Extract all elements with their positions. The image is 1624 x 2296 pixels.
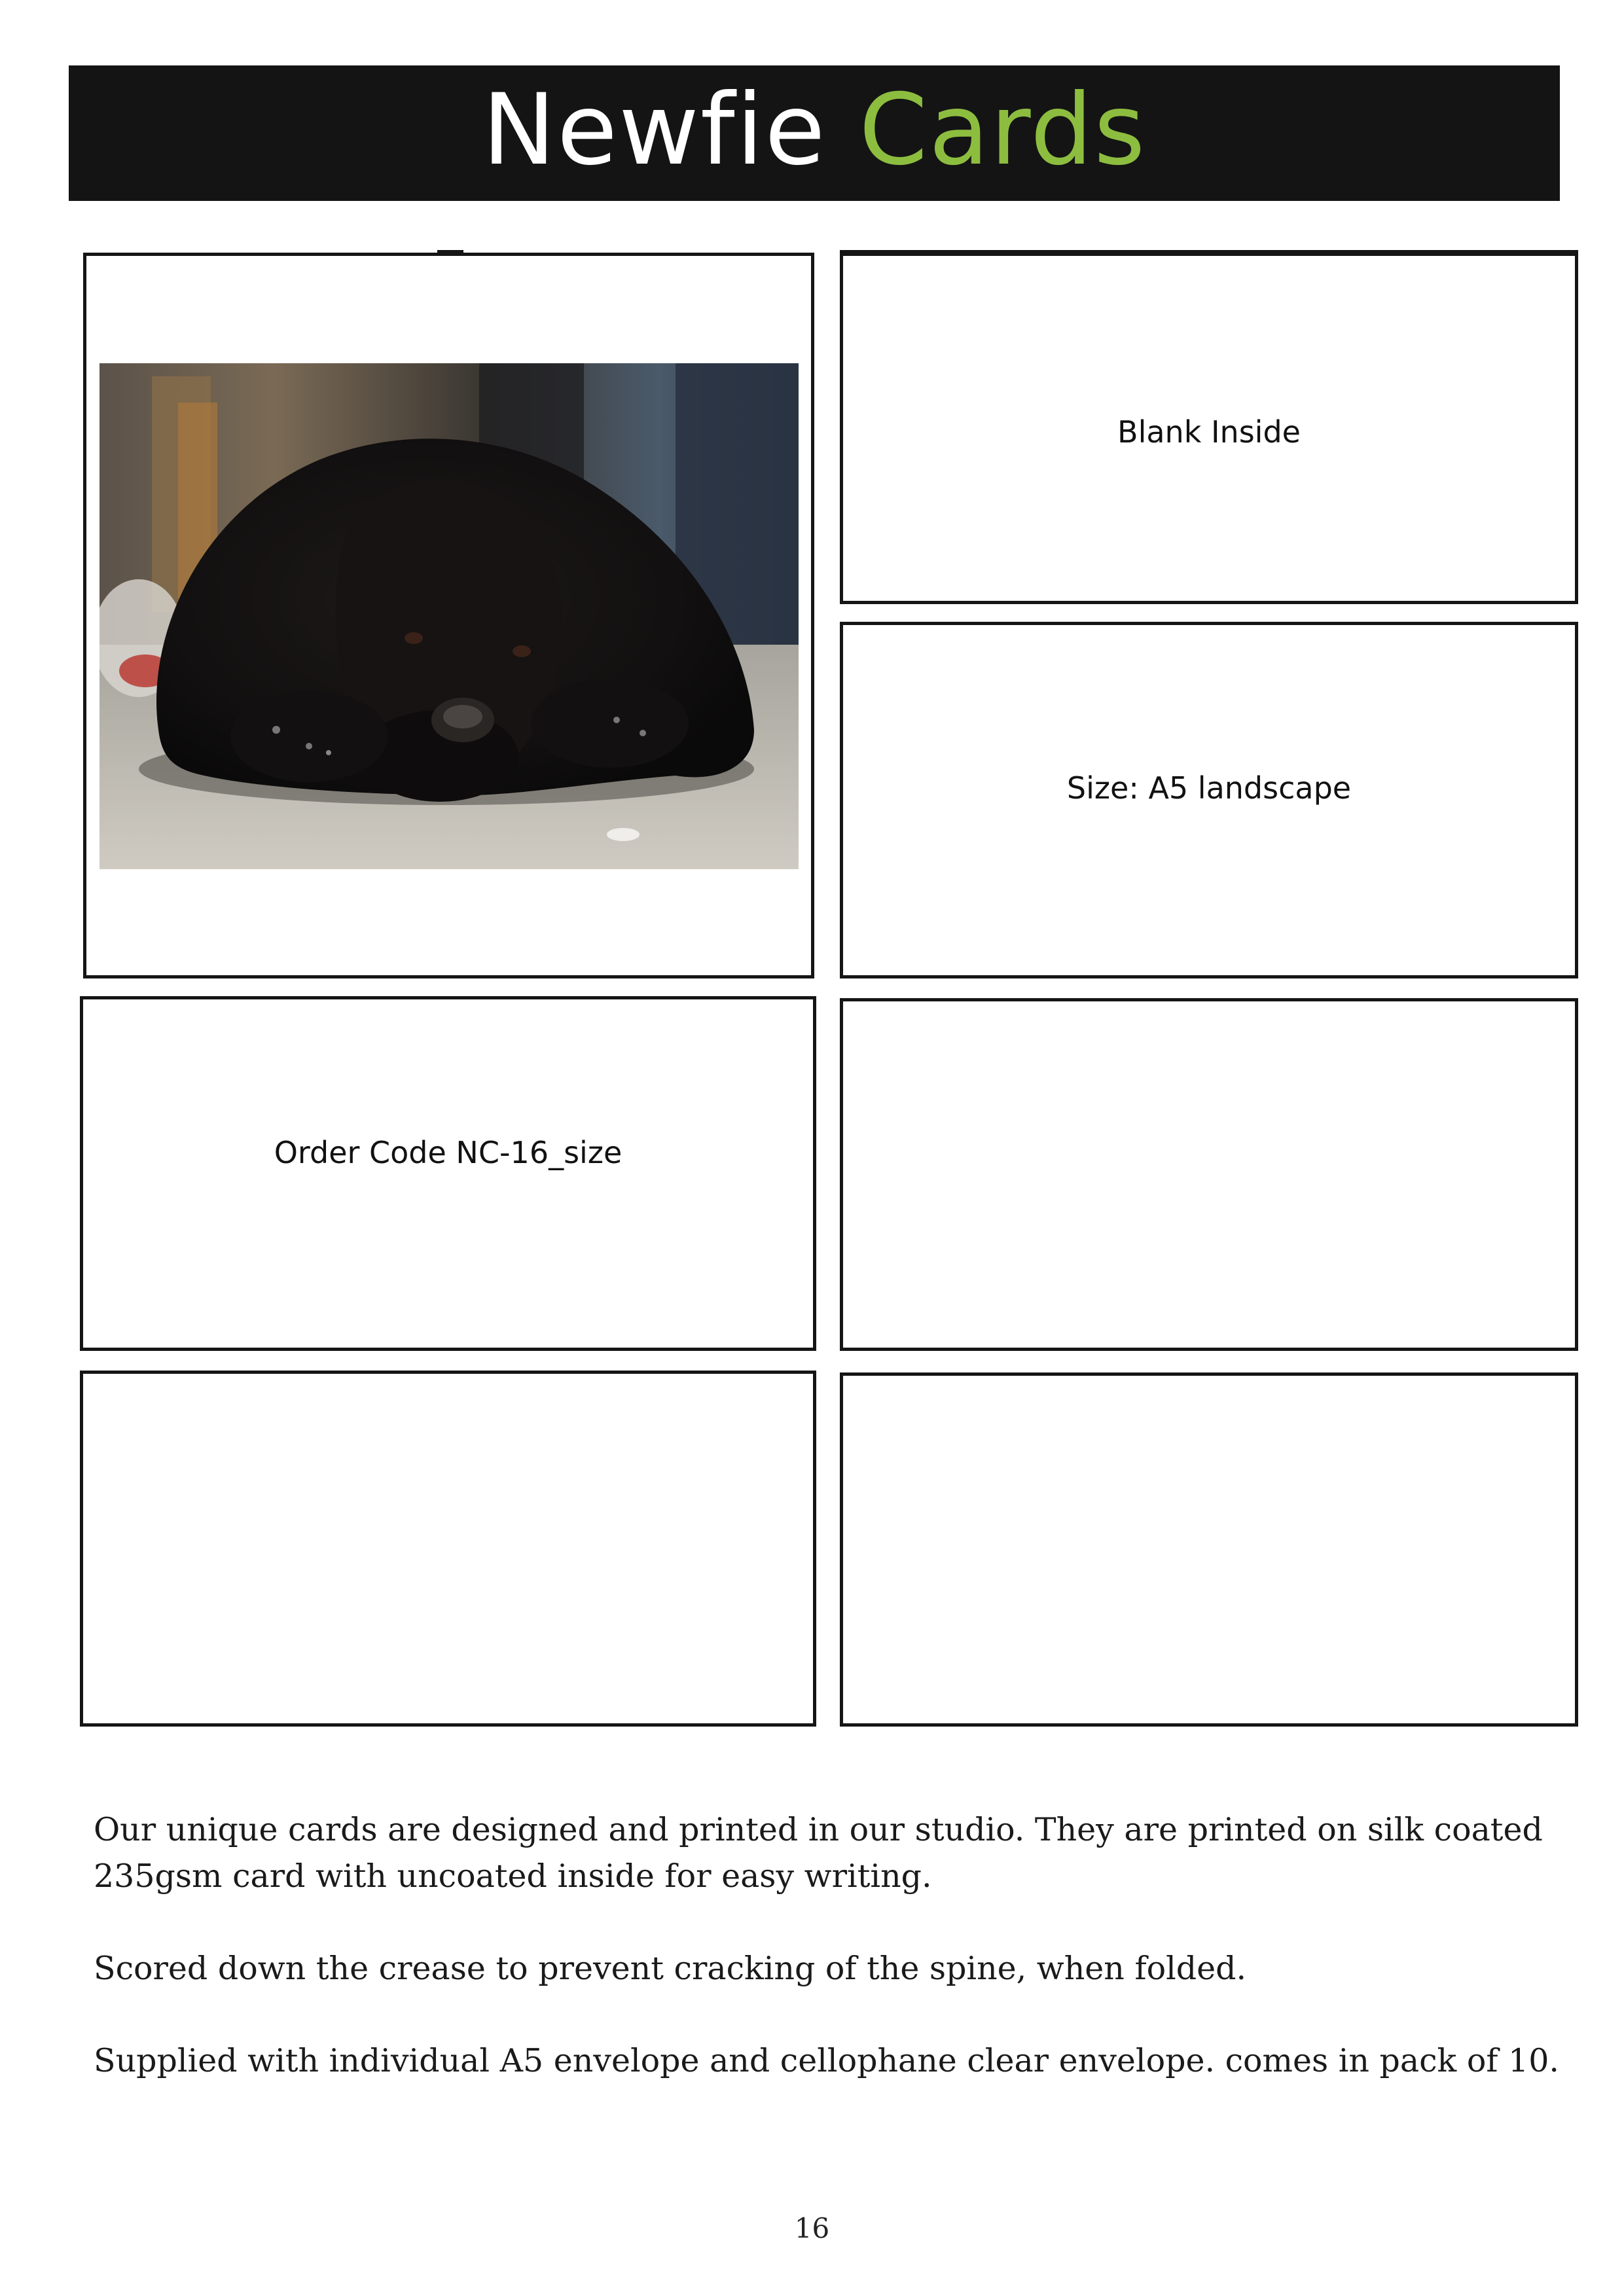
- blank-inside-label: Blank Inside: [1117, 414, 1301, 450]
- description-paragraph-1: Our unique cards are designed and printed in our studio. They are printed on silk coated 235gsm card with uncoated inside for easy writing.: [94, 1811, 1543, 1895]
- card-empty-panel-right-3: [840, 998, 1578, 1351]
- description-paragraph-2: Scored down the crease to prevent cracking of the spine, when folded.: [94, 1950, 1247, 1987]
- description-paragraph-3: Supplied with individual A5 envelope and cellophane clear envelope. comes in pack of 10.: [94, 2042, 1559, 2079]
- card-info-order-code: [80, 996, 816, 1351]
- card-empty-panel-right-4: [840, 1372, 1578, 1727]
- title-word-newfie: Newfie: [482, 73, 827, 187]
- card-info-size: [840, 622, 1578, 978]
- page-number: 16: [794, 2212, 830, 2244]
- card-empty-panel-left-4: [80, 1371, 816, 1727]
- title-banner: [69, 65, 1560, 201]
- size-label: Size: A5 landscape: [1066, 770, 1352, 806]
- order-code-label: Order Code NC-16_size: [274, 1135, 623, 1170]
- card-info-blank-inside: [840, 253, 1578, 604]
- dog-photo: [99, 363, 799, 869]
- title-word-cards: Cards: [859, 73, 1147, 187]
- page-title: [482, 73, 1147, 187]
- card-photo-panel: [83, 253, 814, 978]
- product-description: [94, 1806, 1566, 2130]
- newfoundland-dog-image: [99, 363, 799, 869]
